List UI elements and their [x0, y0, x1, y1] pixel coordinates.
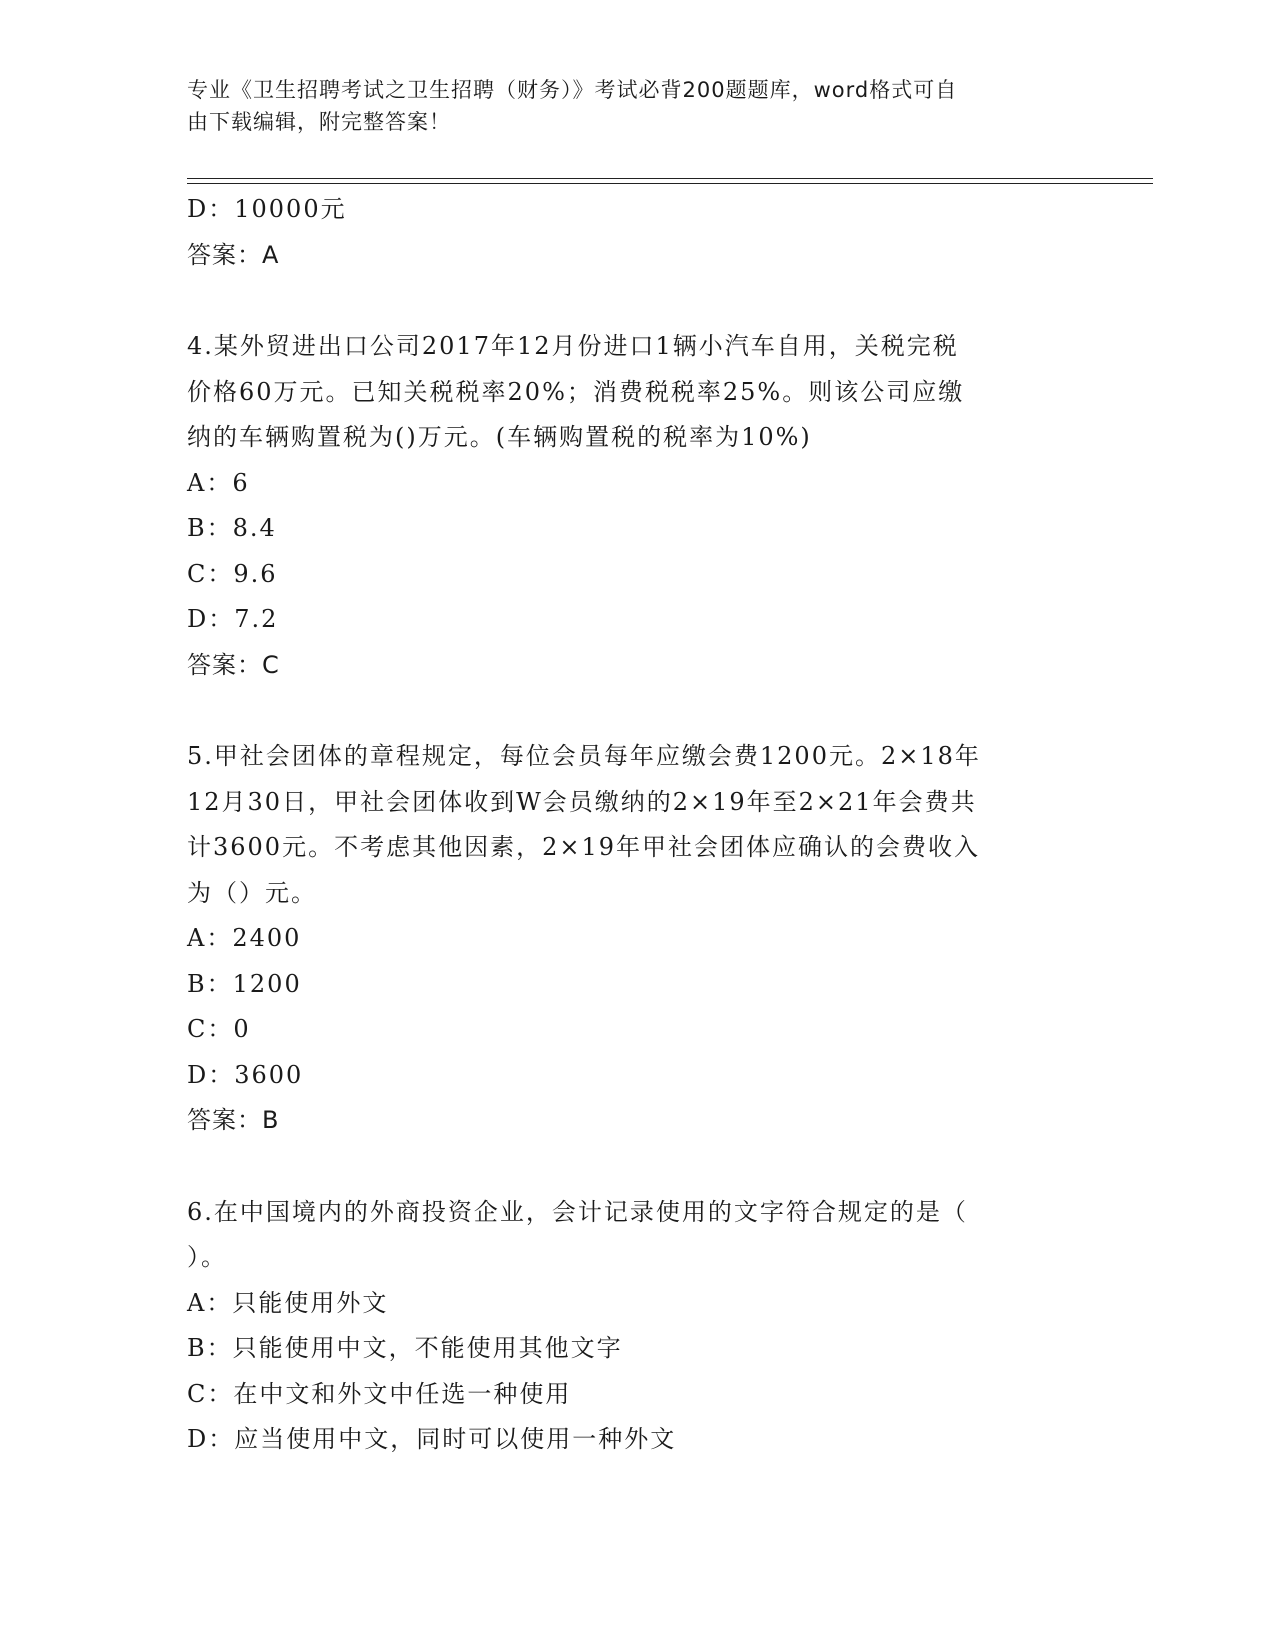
header-line-1: 专业《卫生招聘考试之卫生招聘（财务）》考试必背200题题库，word格式可自 — [187, 78, 958, 102]
spacer — [187, 278, 1087, 324]
option-d: D：应当使用中文，同时可以使用一种外文 — [187, 1425, 677, 1453]
document-body — [187, 187, 1087, 1463]
option-a: A：6 — [187, 468, 250, 497]
option-b: B：只能使用中文，不能使用其他文字 — [187, 1334, 623, 1362]
option-c: C：9.6 — [187, 559, 278, 588]
answer: 答案：C — [187, 650, 280, 679]
option-b: B：1200 — [187, 969, 302, 998]
question-stem-line: 4.某外贸进出口公司2017年12月份进口1辆小汽车自用，关税完税 — [187, 332, 959, 360]
option-d: D：7.2 — [187, 605, 279, 633]
answer: 答案：B — [187, 1106, 280, 1134]
option-b: B：8.4 — [187, 514, 277, 542]
option-a: A：2400 — [187, 924, 302, 952]
option-c: C：0 — [187, 1015, 251, 1043]
question-stem-line: 纳的车辆购置税为()万元。(车辆购置税的税率为10%) — [187, 423, 812, 451]
question-stem-line: 计3600元。不考虑其他因素，2×19年甲社会团体应确认的会费收入 — [187, 833, 980, 861]
spacer — [187, 1144, 1087, 1190]
document-header — [187, 74, 1067, 138]
option-a: A：只能使用外文 — [187, 1288, 389, 1317]
question-5 — [187, 734, 1087, 1144]
question-6 — [187, 1190, 1087, 1463]
carryover-answer: 答案：A — [187, 240, 280, 269]
option-d: D：3600 — [187, 1060, 304, 1089]
option-c: C：在中文和外文中任选一种使用 — [187, 1379, 572, 1408]
spacer — [187, 688, 1087, 734]
question-4 — [187, 324, 1087, 688]
header-rule-bottom — [187, 183, 1153, 184]
question-stem-line: 价格60万元。已知关税税率20%；消费税税率25%。则该公司应缴 — [187, 377, 965, 406]
question-stem-line: ）。 — [187, 1243, 227, 1271]
question-stem-line: 6.在中国境内的外商投资企业，会计记录使用的文字符合规定的是（ — [187, 1197, 968, 1226]
question-stem-line: 为（）元。 — [187, 878, 317, 907]
header-rule-top — [187, 178, 1153, 179]
header-line-2: 由下载编辑，附完整答案！ — [187, 110, 451, 134]
question-stem-line: 12月30日，甲社会团体收到W会员缴纳的2×19年至2×21年会费共 — [187, 787, 977, 816]
carryover-option-d: D：10000元 — [187, 195, 347, 223]
question-stem-line: 5.甲社会团体的章程规定，每位会员每年应缴会费1200元。2×18年 — [187, 742, 981, 770]
